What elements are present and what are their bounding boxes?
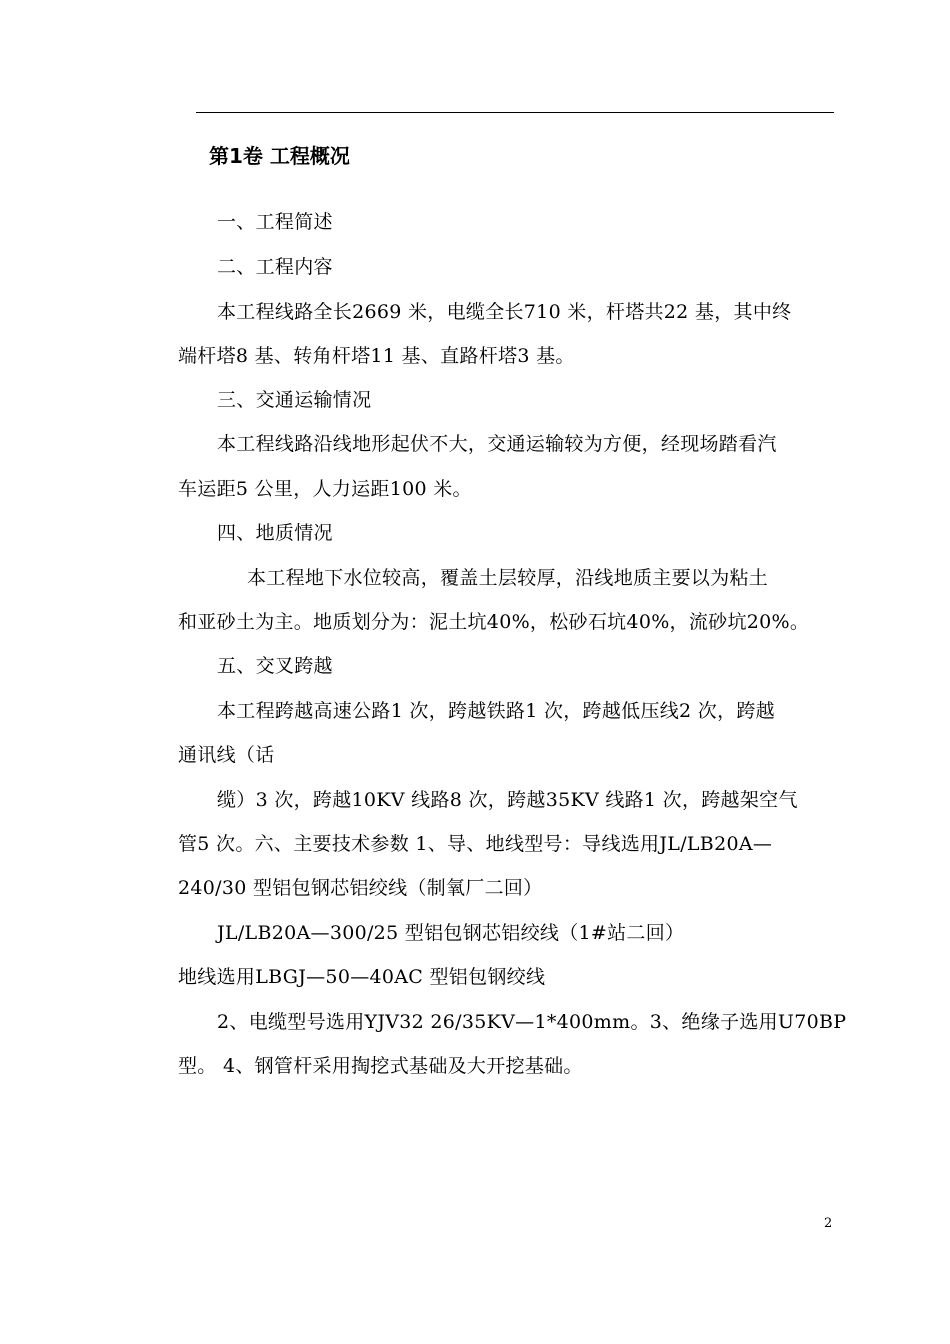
- header-rule: [196, 112, 834, 113]
- paragraph-line: 本工程地下水位较高，覆盖土层较厚，沿线地质主要以为粘土: [247, 567, 769, 589]
- section-heading-geology: 四、地质情况: [217, 522, 333, 544]
- section-heading-content: 二、工程内容: [217, 256, 333, 278]
- paragraph-line: 型。 4、钢管杆采用掏挖式基础及大开挖基础。: [178, 1055, 583, 1077]
- paragraph-line: 本工程线路沿线地形起伏不大，交通运输较为方便，经现场踏看汽: [217, 433, 777, 455]
- paragraph-line: 缆）3 次，跨越10KV 线路8 次，跨越35KV 线路1 次，跨越架空气: [217, 789, 798, 811]
- paragraph-line: 通讯线（话: [178, 744, 275, 766]
- paragraph-line: 地线选用LBGJ—50—40AC 型铝包钢绞线: [178, 966, 546, 988]
- paragraph-line: 本工程跨越高速公路1 次，跨越铁路1 次，跨越低压线2 次，跨越: [217, 700, 775, 722]
- section-heading-traffic: 三、交通运输情况: [217, 389, 372, 411]
- paragraph-line: 端杆塔8 基、转角杆塔11 基、直路杆塔3 基。: [178, 345, 575, 367]
- page-number: 2: [824, 1216, 833, 1231]
- paragraph-line: 管5 次。六、主要技术参数 1、导、地线型号：导线选用JL/LB20A—: [178, 833, 773, 855]
- section-heading-overview: 一、工程简述: [217, 211, 333, 233]
- paragraph-line: 车运距5 公里，人力运距100 米。: [178, 478, 472, 500]
- paragraph-line: 240/30 型铝包钢芯铝绞线（制氧厂二回）: [178, 877, 543, 899]
- paragraph-line: 本工程线路全长2669 米，电缆全长710 米，杆塔共22 基，其中终: [217, 301, 792, 323]
- section-heading-crossing: 五、交叉跨越: [217, 655, 333, 677]
- paragraph-line: JL/LB20A—300/25 型铝包钢芯铝绞线（1#站二回）: [217, 922, 685, 944]
- chapter-title: 第1卷 工程概况: [209, 144, 350, 168]
- paragraph-line: 和亚砂土为主。地质划分为：泥土坑40%，松砂石坑40%，流砂坑20%。: [178, 611, 810, 633]
- paragraph-line: 2、电缆型号选用YJV32 26/35KV—1*400mm。3、绝缘子选用U70BP: [217, 1011, 847, 1033]
